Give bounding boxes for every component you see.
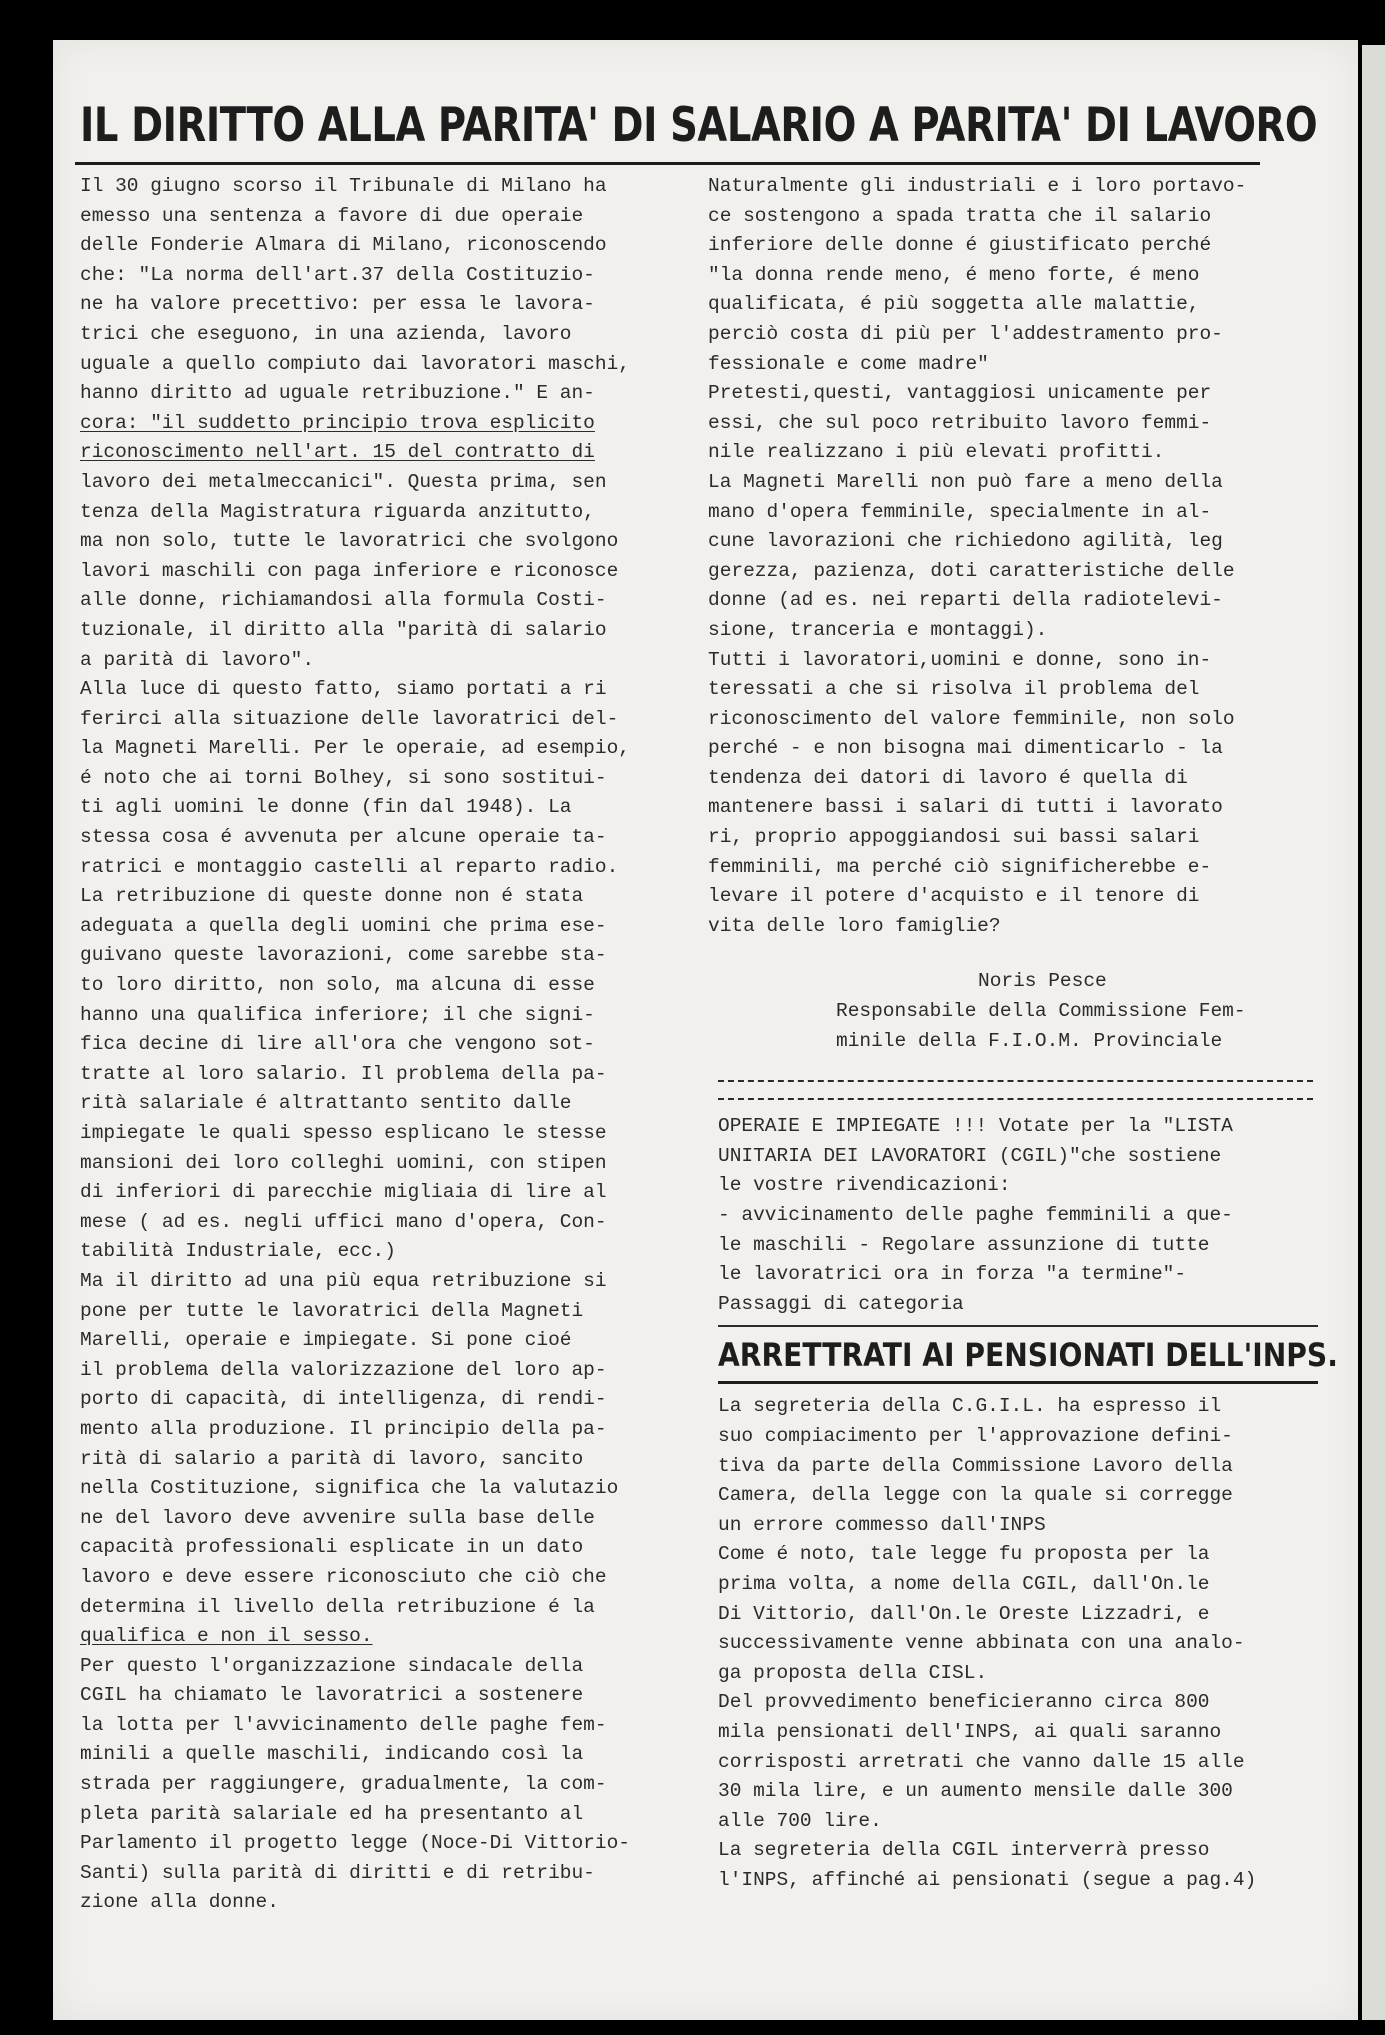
text-line: é noto che ai torni Bolhey, si sono sostitui- — [80, 766, 607, 789]
text-line: ma non solo, tutte le lavoratrici che svolgono — [80, 530, 619, 553]
text-line: tuzionale, il diritto alla "parità di salario — [80, 618, 607, 641]
text-line: nella Costituzione, significa che la valutazio — [80, 1477, 619, 1500]
text-line: tiva da parte della Commissione Lavoro della — [718, 1454, 1233, 1477]
text-line: delle Fonderie Almara di Milano, riconoscendo — [80, 234, 607, 257]
text-line: mansioni dei loro colleghi uomini, con stipen — [80, 1151, 607, 1174]
text-line: lavori maschili con paga inferiore e riconosce — [80, 559, 619, 582]
text-line: riconoscimento nell'art. 15 del contratto di — [80, 441, 595, 464]
headline-underline — [75, 162, 1260, 165]
text-line: ne del lavoro deve avvenire sulla base delle — [80, 1506, 595, 1529]
text-line: hanno diritto ad uguale retribuzione." E an- — [80, 382, 595, 405]
text-line: to loro diritto, non solo, ma alcuna di esse — [80, 974, 595, 997]
text-line: tabilità Industriale, ecc.) — [80, 1240, 396, 1263]
text-line: Per questo l'organizzazione sindacale della — [80, 1654, 584, 1677]
text-line: Parlamento il progetto legge (Noce-Di Vittorio- — [80, 1832, 630, 1855]
signature-role: minile della F.I.O.M. Provinciale — [836, 1029, 1223, 1052]
text-line: porto di capacità, di intelligenza, di rendi- — [80, 1388, 607, 1411]
text-line: mese ( ad es. negli uffici mano d'opera, Con- — [80, 1210, 607, 1233]
text-line: nile realizzano i più elevati profitti. — [708, 441, 1165, 464]
text-line: rità salariale é altrattanto sentito dalle — [80, 1092, 572, 1115]
dashed-separator — [718, 1080, 1313, 1100]
text-line: Ma il diritto ad una più equa retribuzione si — [80, 1269, 607, 1292]
appeal-line: le lavoratrici ora in forza "a termine"- — [718, 1263, 1187, 1286]
text-line: a parità di lavoro". — [80, 648, 315, 671]
text-line: tendenza dei datori di lavoro é quella di — [708, 766, 1188, 789]
text-line: lavoro e deve essere riconosciuto che ciò che — [80, 1565, 607, 1588]
appeal-line: le vostre rivendicazioni: — [718, 1174, 1011, 1197]
text-line: lavoro dei metalmeccanici". Questa prima, sen — [80, 470, 607, 493]
text-line: ce sostengono a spada tratta che il salario — [708, 204, 1212, 227]
text-line: femminili, ma perché ciò significherebbe e- — [708, 855, 1212, 878]
text-line: Del provvedimento beneficieranno circa 800 — [718, 1691, 1210, 1714]
text-line: trici che eseguono, in una azienda, lavoro — [80, 322, 572, 345]
text-line: guivano queste lavorazioni, come sarebbe sta- — [80, 944, 607, 967]
text-line: Tutti i lavoratori,uomini e donne, sono in- — [708, 648, 1212, 671]
text-line: cune lavorazioni che richiedono agilità, leg — [708, 530, 1223, 553]
text-line: stessa cosa é avvenuta per alcune operaie ta- — [80, 826, 607, 849]
text-line: ri, proprio appoggiandosi sui bassi salari — [708, 826, 1200, 849]
text-line: mila pensionati dell'INPS, ai quali saranno — [718, 1720, 1222, 1743]
text-line: "la donna rende meno, é meno forte, é meno — [708, 263, 1200, 286]
text-line: prima volta, a nome della CGIL, dall'On.le — [718, 1572, 1210, 1595]
text-line: ferirci alla situazione delle lavoratrici del- — [80, 707, 619, 730]
text-line: corrisposti arretrati che vanno dalle 15 alle — [718, 1750, 1245, 1773]
text-line: vita delle loro famiglie? — [708, 914, 1001, 937]
text-line: uguale a quello compiuto dai lavoratori maschi, — [80, 352, 630, 375]
appeal-line: le maschili - Regolare assunzione di tutte — [718, 1233, 1210, 1256]
text-line: la lotta per l'avvicinamento delle paghe fem- — [80, 1713, 607, 1736]
text-line: che: "La norma dell'art.37 della Costituzio- — [80, 263, 595, 286]
text-line: essi, che sul poco retribuito lavoro femmi- — [708, 411, 1212, 434]
text-line: perché - e non bisogna mai dimenticarlo - la — [708, 737, 1223, 760]
text-line: CGIL ha chiamato le lavoratrici a sostenere — [80, 1684, 584, 1707]
adjacent-page-edge — [1362, 45, 1385, 2020]
appeal-line: - avvicinamento delle paghe femminili a que- — [718, 1204, 1233, 1226]
subheadline-underline — [718, 1381, 1318, 1384]
text-line: mantenere bassi i salari di tutti i lavorato — [708, 796, 1223, 819]
text-line: Il 30 giugno scorso il Tribunale di Milano ha — [80, 175, 607, 197]
text-line: di inferiori di parecchie migliaia di lire al — [80, 1181, 607, 1204]
text-line: pleta parità salariale ed ha presentanto al — [80, 1802, 584, 1825]
text-line: strada per raggiungere, gradualmente, la com- — [80, 1773, 607, 1796]
text-line: La segreteria della C.G.I.L. ha espresso il — [718, 1395, 1222, 1418]
section-divider — [718, 1325, 1318, 1327]
text-line: fica decine di lire all'ora che vengono sot- — [80, 1033, 595, 1056]
text-line: capacità professionali esplicate in un dato — [80, 1536, 584, 1559]
subheadline: ARRETTRATI AI PENSIONATI DELL'INPS. — [718, 1336, 1338, 1375]
text-line: riconoscimento del valore femminile, non solo — [708, 707, 1235, 730]
text-line: Di Vittorio, dall'On.le Oreste Lizzadri, e — [718, 1602, 1210, 1625]
text-line: successivamente venne abbinata con una analo- — [718, 1632, 1245, 1655]
text-line: l'INPS, affinché ai pensionati (segue a pag.4) — [718, 1868, 1257, 1891]
text-line: sione, tranceria e montaggi). — [708, 618, 1048, 641]
text-line: ga proposta della CISL. — [718, 1661, 988, 1684]
text-line: adeguata a quella degli uomini che prima ese- — [80, 914, 607, 937]
text-line: ti agli uomini le donne (fin dal 1948). La — [80, 796, 572, 819]
text-line: gerezza, pazienza, doti caratteristiche delle — [708, 559, 1235, 582]
text-line: alle donne, richiamandosi alla formula Costi- — [80, 589, 607, 612]
text-line: qualifica e non il sesso. — [80, 1625, 373, 1648]
text-line: perciò costa di più per l'addestramento pro- — [708, 322, 1223, 345]
text-line: cora: "il suddetto principio trova esplicito — [80, 411, 595, 434]
text-line: emesso una sentenza a favore di due operaie — [80, 204, 584, 227]
headline: IL DIRITTO ALLA PARITA' DI SALARIO A PARITA' DI LAVORO — [80, 98, 1318, 153]
appeal-line: UNITARIA DEI LAVORATORI (CGIL)"che sostiene — [718, 1144, 1222, 1167]
text-line: zione alla donne. — [80, 1891, 279, 1914]
text-line: 30 mila lire, e un aumento mensile dalle 300 — [718, 1780, 1233, 1803]
text-line: Marelli, operaie e impiegate. Si pone cioé — [80, 1329, 572, 1352]
appeal-line: OPERAIE E IMPIEGATE !!! Votate per la "LISTA — [718, 1115, 1233, 1138]
text-line: mano d'opera femminile, specialmente in al- — [708, 500, 1212, 523]
spacer — [708, 941, 1318, 967]
text-line: inferiore delle donne é giustificato perché — [708, 234, 1212, 257]
text-line: fessionale e come madre" — [708, 352, 989, 375]
text-line: hanno una qualifica inferiore; il che signi- — [80, 1003, 595, 1026]
left-column — [80, 172, 705, 1918]
text-line: alle 700 lire. — [718, 1809, 882, 1832]
signature-name: Noris Pesce — [978, 970, 1107, 993]
text-line: levare il potere d'acquisto e il tenore di — [708, 885, 1200, 908]
signature-role: Responsabile della Commissione Fem- — [836, 1000, 1246, 1023]
text-line: Santi) sulla parità di diritti e di retribu- — [80, 1861, 595, 1884]
text-line: un errore commesso dall'INPS — [718, 1513, 1046, 1536]
text-line: ratrici e montaggio castelli al reparto radio. — [80, 855, 619, 878]
text-line: teressati a che si risolva il problema del — [708, 678, 1200, 701]
text-line: suo compiacimento per l'approvazione defini- — [718, 1424, 1233, 1447]
text-line: minili a quelle maschili, indicando così la — [80, 1743, 584, 1766]
text-line: Alla luce di questo fatto, siamo portati a ri — [80, 678, 607, 701]
text-line: pone per tutte le lavoratrici della Magneti — [80, 1299, 584, 1322]
text-line: tratte al loro salario. Il problema della pa- — [80, 1062, 607, 1085]
text-line: La segreteria della CGIL interverrà presso — [718, 1839, 1210, 1862]
text-line: qualificata, é più soggetta alle malattie, — [708, 293, 1200, 316]
text-line: il problema della valorizzazione del loro ap- — [80, 1358, 607, 1381]
text-line: Camera, della legge con la quale si corregge — [718, 1484, 1233, 1507]
text-line: Pretesti,questi, vantaggiosi unicamente per — [708, 382, 1212, 405]
text-line: La retribuzione di queste donne non é stata — [80, 885, 584, 908]
text-line: donne (ad es. nei reparti della radiotelevi- — [708, 589, 1223, 612]
text-line: ne ha valore precettivo: per essa le lavora- — [80, 293, 595, 316]
text-line: Naturalmente gli industriali e i loro portavo- — [708, 175, 1247, 197]
text-line: rità di salario a parità di lavoro, sancito — [80, 1447, 584, 1470]
text-line: Come é noto, tale legge fu proposta per la — [718, 1543, 1210, 1566]
text-line: La Magneti Marelli non può fare a meno della — [708, 470, 1223, 493]
text-line: impiegate le quali spesso esplicano le stesse — [80, 1122, 607, 1144]
text-line: la Magneti Marelli. Per le operaie, ad esempio, — [80, 737, 630, 760]
appeal-line: Passaggi di categoria — [718, 1292, 964, 1315]
right-column — [708, 172, 1338, 1895]
text-line: tenza della Magistratura riguarda anzitutto, — [80, 500, 595, 523]
text-line: mento alla produzione. Il principio della pa- — [80, 1417, 607, 1440]
text-line: determina il livello della retribuzione é la — [80, 1595, 595, 1618]
